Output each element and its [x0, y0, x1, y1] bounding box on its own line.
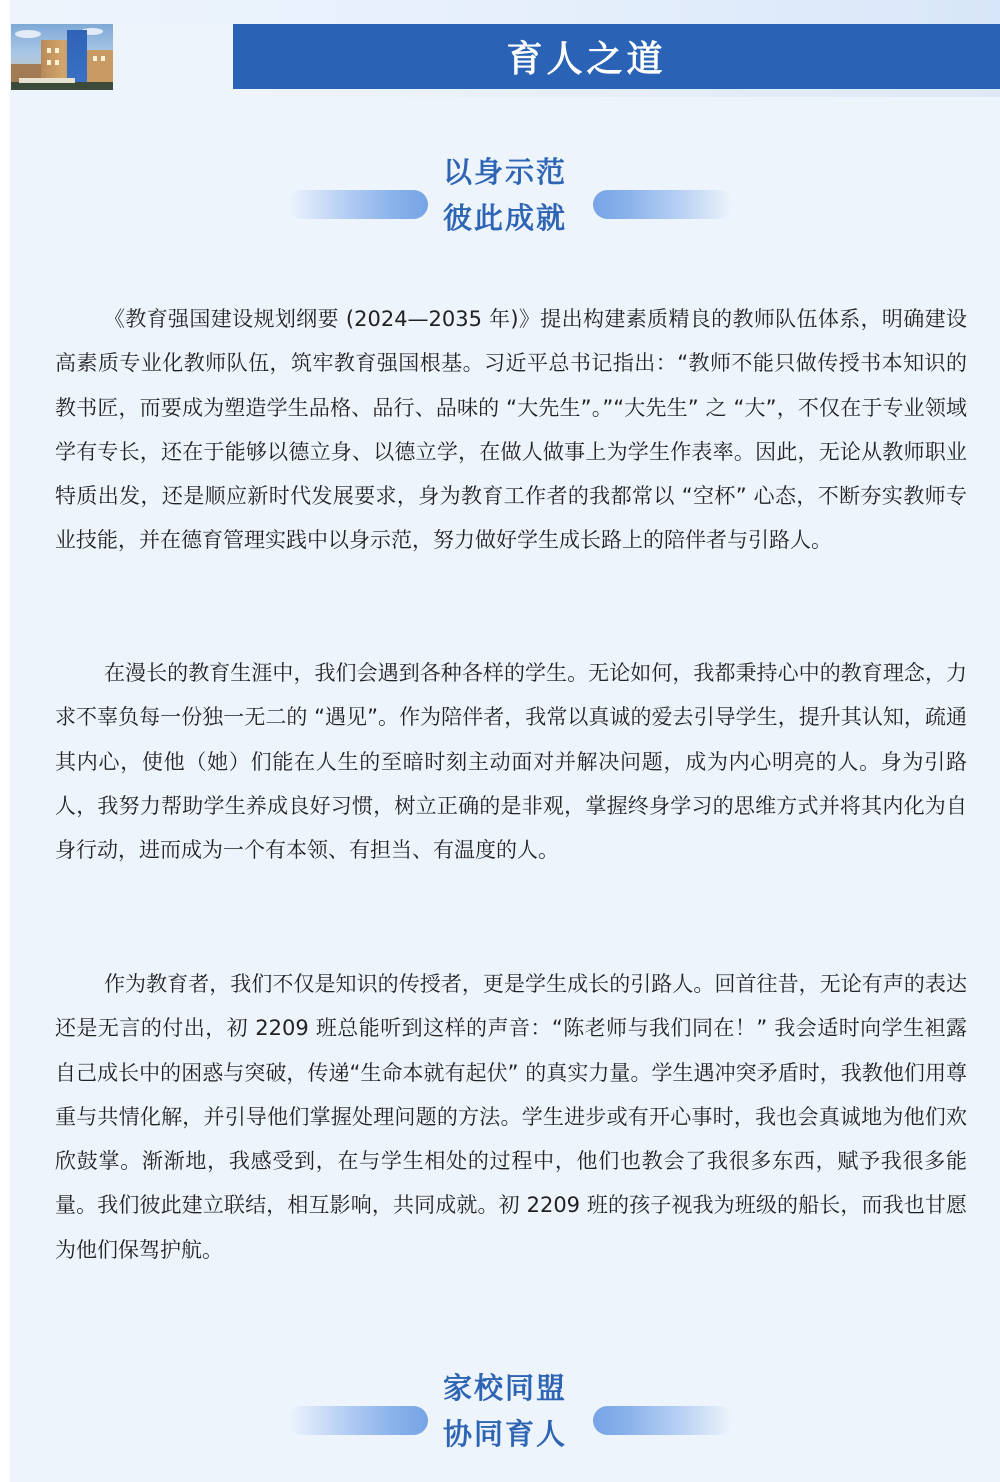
heading-left-decor: [288, 1406, 428, 1435]
header-underline-band: [10, 89, 1000, 97]
section-heading-line-1: 以身示范: [443, 155, 568, 189]
section-heading-1: [0, 150, 1000, 260]
section-heading-2: [0, 1366, 1000, 1476]
school-building-photo: [11, 24, 113, 90]
heading-left-decor: [288, 190, 428, 219]
heading-right-decor: [593, 190, 733, 219]
section-heading-line-1: 家校同盟: [443, 1371, 568, 1405]
heading-right-decor: [593, 1406, 733, 1435]
body-paragraph-2: 在漫长的教育生涯中，我们会遇到各种各样的学生。无论如何，我都秉持心中的教育理念，力求不辜负每一份独一无二的 “遇见”。作为陪伴者，我常以真诚的爱去引导学生，提升其认知，疏通其内心，使他（她）们能在人生的至暗时刻主动面对并解决问题，成为内心明亮的人。身为引路人，我努力帮助学生养成良好习惯，树立正确的是非观，掌握终身学习的思维方式并将其内化为自身行动，进而成为一个有本领、有担当、有温度的人。: [55, 661, 967, 863]
body-paragraph-1: 《教育强国建设规划纲要 (2024—2035 年)》提出构建素质精良的教师队伍体系，明确建设高素质专业化教师队伍，筑牢教育强国根基。习近平总书记指出：“教师不能只做传授书本知识的教书匠，而要成为塑造学生品格、品行、品味的 “大先生”。”“大先生” 之 “大”，不仅在于专业领域学有专长，还在于能够以德立身、以德立学，在做人做事上为学生作表率。因此，无论从教师职业特质出发，还是顺应新时代发展要求，身为教育工作者的我都常以 “空杯” 心态，不断夯实教师专业技能，并在德育管理实践中以身示范，努力做好学生成长路上的陪伴者与引路人。: [55, 307, 967, 553]
section-heading-line-2: 协同育人: [443, 1417, 568, 1451]
title-banner: [233, 24, 1000, 89]
banner-title: 育人之道: [506, 39, 667, 80]
body-paragraph-3: 作为教育者，我们不仅是知识的传授者，更是学生成长的引路人。回首往昔，无论有声的表达还是无言的付出，初 2209 班总能听到这样的声音：“陈老师与我们同在！” 我会适时向学生袒露自己成长中的困惑与突破，传递“生命本就有起伏” 的真实力量。学生遇冲突矛盾时，我教他们用尊重与共情化解，并引导他们掌握处理问题的方法。学生进步或有开心事时，我也会真诚地为他们欢欣鼓掌。渐渐地，我感受到，在与学生相处的过程中，他们也教会了我很多东西，赋予我很多能量。我们彼此建立联结，相互影响，共同成就。初 2209 班的孩子视我为班级的船长，而我也甘愿为他们保驾护航。: [55, 972, 967, 1262]
section-heading-line-2: 彼此成就: [443, 201, 568, 235]
top-decor-band: [10, 0, 1000, 24]
